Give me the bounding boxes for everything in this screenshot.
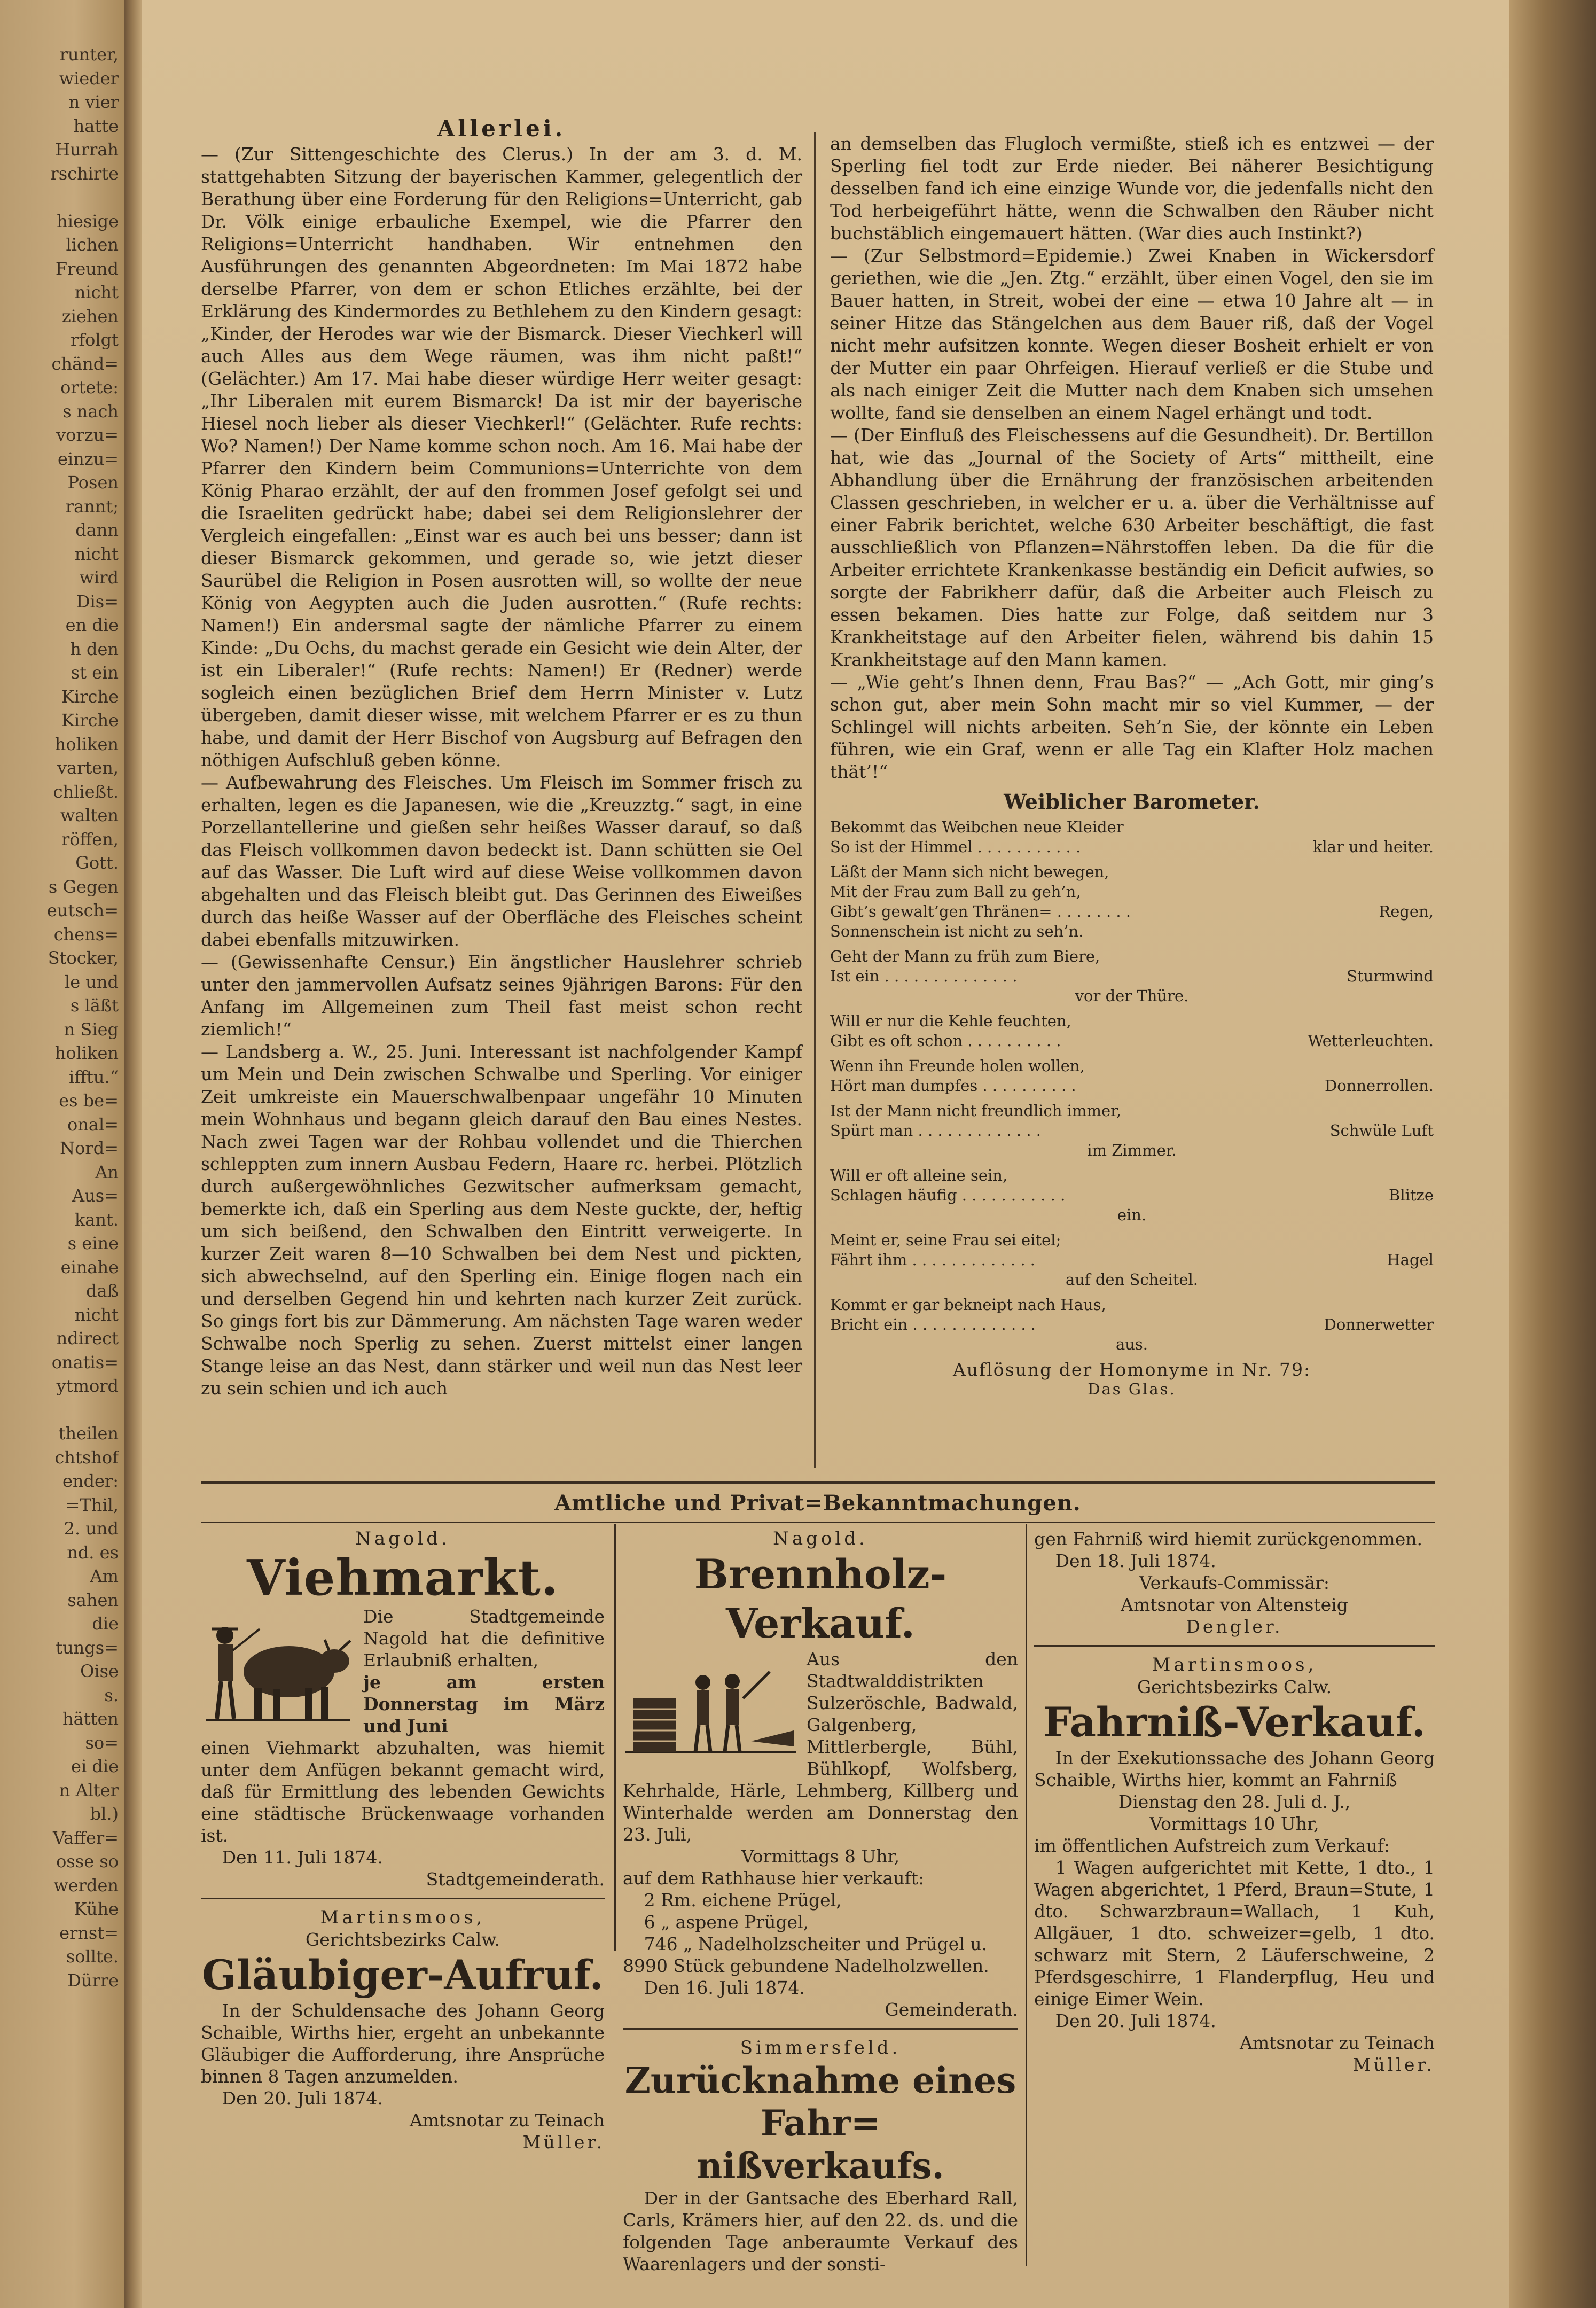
homonym-answer: Das Glas. (1088, 1380, 1176, 1398)
previous-page-line: s läßt (70, 995, 119, 1016)
article-fleischessen: — (Der Einfluß des Fleischessens auf die Gesundheit). Dr. Bertillon hat, wie das „Journal of the Society of Arts“ mittheilt, eine Abhandlung über die Ernährung der französischen arbeitenden Classen geschrieben, in welcher er u. a. über die Verhältnisse auf einer Fabrik berichtet, welche 630 Arbeiter beschäftigt, die fast ausschließlich von Pflanzen=Nährstoffen leben. Da die für die Arbeiter errichtete Krankenkasse beständig ein Deficit aufwies, so sorgte der Fabrikherr dafür, daß die Arbeiter auch Fleisch zu essen bekamen. Dies hatte zur Folge, daß seitdem nur 3 Krankheitstage auf den Arbeiter fielen, während bis dahin 15 Krankheitstage auf den Mann kamen. (830, 425, 1434, 670)
ad-signature: Gemeinderath. (885, 1999, 1018, 2020)
previous-page-line (0, 1398, 119, 1422)
viehmarkt-text-3: einen Viehmarkt abzuhalten, was hiemit unter dem Anfügen bekannt gemacht wird, daß für Ermittlung des lebenden Gewichts eine städtische Brückenwaage vorhanden ist. (201, 1737, 605, 1846)
previous-page-text (0, 43, 119, 1992)
baro-weather: Schwüle Luft (1329, 1121, 1434, 1140)
ad-title: Zurücknahme eines Fahr= (624, 2060, 1016, 2144)
previous-page-line: Kühe (74, 1899, 119, 1919)
article-schwalbe-cont: an demselben das Flugloch vermißte, stieß ich es entzwei — der Sperling fiel todt zur Erde nieder. Bei näherer Besichtigung desselben fand ich eine einzige Wunde vor, die jedenfalls nicht den Tod herbeigeführt hätte, wenn die Schwalben den Räuber nicht buchstäblich eingemauert hätten. (War dies auch Instinkt?) (830, 133, 1434, 244)
previous-page-line: lichen (66, 235, 119, 255)
previous-page-line: Hurrah (55, 139, 119, 160)
article-censur: — (Gewissenhafte Censur.) Ein ängstlicher Hauslehrer schrieb unter den jammervollen Aufsatz seines 9jährigen Barons: Für den Anfang im Allgemeinen zum Theil fast meist schon recht ziemlich!“ (201, 952, 802, 1040)
ad-date: Den 18. Juli 1874. (1055, 1550, 1216, 1571)
barometer-poem (830, 817, 1434, 1399)
previous-page-line: eutsch= (46, 900, 119, 921)
article-schwalbe: — Landsberg a. W., 25. Juni. Interessant ist nachfolgender Kampf um Mein und Dein zwischen Schwalbe und Sperling. Vor einiger Zeit umkreiste ein Mauerschwalbenpaar ungefähr 10 Minuten mein Wohnhaus und begann gleich darauf den Bau eines Nestes. Nach zwei Tagen war der Rohbau vollendet und die Thierchen schleppten zum innern Ausbau Federn, Haare rc. herbei. Plötzlich durch außergewöhnliches Gezwitscher aufmerksam gemacht, bemerkte ich, daß ein Sperling aus dem Neste guckte, der, heftig um sich beißend, den Schwalben den Eintritt verweigerte. In kurzer Zeit waren 8—10 Schwalben bei dem Nest und pickten, sich abwechselnd, auf den Sperling ein. Einige flogen nach ein und derselben Gegend hin und kehrten nach kurzer Zeit zurück. So gings fort bis zur Dämmerung. Am nächsten Tage waren weder Schwalbe noch Sperlig zu sehen. Zuerst mittelst einer langen Stange leise an das Nest, dann stärker und weil nun das Nest leer zu sein schien und ich auch (201, 1041, 802, 1399)
previous-page-line: einzu= (57, 448, 119, 469)
ad-signature: Stadtgemeinderath. (426, 1869, 605, 1890)
previous-page-line: nicht (74, 1304, 119, 1325)
previous-page-line: Dürre (67, 1970, 119, 1991)
fahrniss-time: Vormittags 10 Uhr, (1149, 1813, 1319, 1834)
baro-line: Spürt man . . . . . . . . . . . . . (830, 1121, 1041, 1140)
ad-date: Den 20. Juli 1874. (1055, 2010, 1216, 2031)
baro-line: aus. (1115, 1335, 1148, 1353)
previous-page-line: chänd= (51, 353, 119, 374)
baro-line: Mit der Frau zum Ball zu geh’n, (830, 883, 1081, 901)
ad-separator (623, 2028, 1018, 2030)
previous-page-line: An (95, 1161, 119, 1182)
ad-location-sub: Gerichtsbezirks Calw. (305, 1929, 500, 1950)
previous-page-line: daß (86, 1281, 119, 1301)
ad-signature-name: Dengler. (1186, 1616, 1283, 1637)
ad-location: Nagold. (355, 1528, 450, 1549)
previous-page-line: Am (90, 1566, 119, 1586)
ad-separator (201, 1898, 605, 1899)
previous-page-line: Oise (80, 1661, 119, 1681)
section-rule (201, 1481, 1435, 1484)
previous-page-line: chens= (53, 924, 119, 945)
previous-page-line: tungs= (56, 1637, 119, 1658)
baro-line: Läßt der Mann sich nicht bewegen, (830, 863, 1109, 881)
previous-page-line: Kirche (61, 686, 119, 707)
previous-page-line: ender: (62, 1471, 119, 1491)
baro-line: vor der Thüre. (1075, 987, 1189, 1005)
baro-line: Hört man dumpfes . . . . . . . . . . (830, 1077, 1076, 1095)
baro-line: So ist der Himmel . . . . . . . . . . . (830, 838, 1081, 856)
ad-title: Fahrniß-Verkauf. (1043, 1698, 1426, 1746)
ad-title: Gläubiger-Aufruf. (201, 1951, 604, 1999)
previous-page-line: vorzu= (56, 425, 119, 445)
previous-page-line: Vaffer= (52, 1827, 119, 1848)
previous-page-line: s eine (67, 1233, 119, 1253)
allerlei-column-left (201, 115, 802, 1400)
ad-location-sub: Gerichtsbezirks Calw. (1137, 1677, 1332, 1697)
previous-page-line: h den (70, 638, 119, 659)
previous-page-line: ziehen (61, 306, 119, 326)
brennholz-item: 2 Rm. eichene Prügel, (644, 1890, 842, 1911)
fahrniss-place: im öffentlichen Aufstreich zum Verkauf: (1034, 1835, 1390, 1856)
previous-page-line: ortete: (60, 377, 119, 397)
previous-page-line: die (92, 1613, 119, 1634)
ad-brennholz (623, 1528, 1018, 2275)
previous-page-line: Freund (55, 258, 119, 279)
previous-page-line: einahe (60, 1257, 119, 1277)
ad-location: Martinsmoos, (1152, 1654, 1317, 1675)
previous-page-line: st ein (71, 662, 119, 683)
ad-divider (1026, 1524, 1027, 2266)
previous-page-line: Dis= (76, 591, 119, 612)
previous-page-line: so= (85, 1732, 119, 1753)
baro-line: Will er nur die Kehle feuchten, (830, 1012, 1071, 1030)
fahrniss-list: 1 Wagen aufgerichtet mit Kette, 1 dto., 1 Wagen abgerichtet, 1 Pferd, Braun=Stute, 1 dto. Schwarzbraun=Wallach, 1 Kuh, Allgäuer, 1 dto. schweizer=gelb, 1 dto. schwarz mit Stern, 2 Läuferschweine, 2 Pferdsgeschirre, 1 Flanderpflug, Heu und einige Eimer Wein. (1034, 1857, 1435, 2009)
previous-page-line: en die (65, 615, 119, 635)
baro-line: auf den Scheitel. (1065, 1270, 1199, 1289)
previous-page-line: theilen (58, 1423, 119, 1444)
woodcutters-icon (623, 1650, 799, 1763)
previous-page-line: 2. und (64, 1518, 119, 1539)
cattle-drover-icon (201, 1608, 356, 1730)
baro-weather: Donnerwetter (1324, 1315, 1434, 1334)
previous-page-line: osse so (56, 1851, 119, 1872)
baro-line: Will er oft alleine sein, (830, 1166, 1008, 1184)
baro-line: Kommt er gar bekneipt nach Haus, (830, 1296, 1106, 1314)
previous-page-line: nicht (74, 282, 119, 302)
previous-page-line: dann (75, 520, 119, 540)
previous-page-line: s Gegen (48, 876, 119, 897)
previous-page-line: hatte (73, 115, 119, 136)
baro-line: Bekommt das Weibchen neue Kleider (830, 818, 1124, 836)
baro-line: Sonnenschein ist nicht zu seh’n. (830, 922, 1084, 940)
previous-page-line: es be= (59, 1090, 119, 1111)
glaeubiger-text: In der Schuldensache des Johann Georg Schaible, Wirths hier, ergeht an unbekannte Gläubiger die Aufforderung, ihre Ansprüche binnen 8 Tagen anzumelden. (201, 2000, 605, 2087)
baro-weather: Hagel (1387, 1251, 1434, 1269)
baro-line: Schlagen häufig . . . . . . . . . . . (830, 1186, 1066, 1204)
previous-page-line: le und (64, 971, 119, 992)
ad-signature: Amtsnotar zu Teinach (410, 2110, 605, 2131)
ad-signature-name: Müller. (522, 2132, 605, 2153)
previous-page-line: nd. es (67, 1542, 119, 1563)
previous-page-line: sahen (67, 1589, 119, 1610)
previous-page-line: sollte. (66, 1946, 119, 1967)
previous-page-line: Nord= (60, 1138, 119, 1158)
previous-page-line: rannt; (65, 496, 119, 517)
fahrniss-text: In der Exekutionssache des Johann Georg Schaible, Wirths hier, kommt an Fahrniß (1034, 1748, 1435, 1790)
baro-line: Gibt es oft schon . . . . . . . . . . (830, 1032, 1061, 1050)
previous-page-line: Posen (67, 472, 119, 493)
previous-page-line: runter, (59, 44, 119, 65)
baro-line: Ist ein . . . . . . . . . . . . . . (830, 967, 1018, 985)
article-selbstmord: — (Zur Selbstmord=Epidemie.) Zwei Knaben in Wickersdorf geriethen, wie die „Jen. Ztg.“ erzählt, über einen Vogel, den sie im Bauer hatten, in Streit, wobei der eine — etwa 10 Jahre alt — in seiner Hitze das Stängelchen aus dem Bauer riß, daß der Vogel nicht mehr aufsitzen konnte. Wegen dieser Bosheit erhielt er von der Mutter ein paar Ohrfeigen. Hierauf verließ er die Stube und als nach einiger Zeit die Mutter nach dem Knaben sich umsehen wollte, fand sie denselben an einem Nagel erhängt und todt. (830, 245, 1434, 423)
allerlei-column-right (830, 132, 1434, 1399)
brennholz-item: 8990 Stück gebundene Nadelholzwellen. (623, 1955, 989, 1976)
ad-location: Simmersfeld. (740, 2037, 901, 2059)
previous-page-line: n Sieg (64, 1019, 119, 1040)
previous-page-line: ifftu.“ (69, 1066, 119, 1087)
kommissaer-label: Verkaufs-Commissär: (1139, 1572, 1330, 1593)
ad-title: Viehmarkt. (247, 1549, 559, 1607)
previous-page-line: Kirche (61, 710, 119, 730)
previous-page-line: rschirte (50, 163, 119, 184)
page-edge (1509, 0, 1596, 2308)
article-clerus: — (Zur Sittengeschichte des Clerus.) In der am 3. d. M. stattgehabten Sitzung der bayerischen Kammer, gelegentlich der Berathung über eine Forderung für den Religions=Unterricht, gab Dr. Völk einige erbauliche Exempel, wie die Pfarrer den Religions=Unterricht handhaben. Wir entnehmen den Ausführungen des genannten Abgeordneten: Im Mai 1872 habe derselbe Pfarrer, von dem er schon Etliches erzählte, bei der Erklärung des Kindermordes zu Bethlehem zu den Kindern gesagt: „Kinder, der Herodes war wie der Bismarck. Dieser Viechkerl will auch Alles aus dem Wege räumen, was ihm nicht paßt!“ (Gelächter.) Am 17. Mai habe dieser würdige Herr weiter gesagt: „Ihr Liberalen mit eurem Bismarck! Da ist mir der bayerische Hiesel noch lieber als dieser Viechkerl!“ (Gelächter. Rufe rechts: Wo? Namen!) Der Name komme schon noch. Am 16. Mai habe der Pfarrer den Kindern beim Communions=Unterrichte von dem König Pharao erzählt, der auf den frommen Josef gefolgt sei und die Israeliten gedrückt habe; dabei sei dem Religionslehrer der Vergleich eingefallen: „Einst war es auch bei uns besser; dann ist dieser Bismarck gekommen, und gerade so, wie jetzt dieser Saurübel die Religion in Posen ausrotten will, so wollte der neue König von Aegypten auch die Juden ausrotten.“ (Rufe rechts: Namen!) Ein andersmal sagte der nämliche Pfarrer zu einem Kinde: „Du Ochs, du machst gerade ein Gesicht wie dein Alter, der ist ein Liberaler!“ (Rufe rechts: Namen!) Er (Redner) werde sogleich einen bezüglichen Brief dem Herrn Minister v. Lutz übergeben, damit dieser wisse, mit welchem Pfarrer er es zu thun habe, und damit der Herr Bischof von Augsburg auf Befragen den nöthigen Aufschluß geben könne. (201, 144, 802, 770)
brennholz-place: auf dem Rathhause hier verkauft: (623, 1868, 925, 1889)
ad-date: Den 11. Juli 1874. (222, 1847, 383, 1868)
previous-page-line: bl.) (90, 1804, 119, 1824)
section-rule-thin (201, 1522, 1435, 1523)
allerlei-heading: Allerlei. (437, 115, 566, 142)
previous-page-line: n vier (68, 92, 119, 112)
baro-weather: klar und heiter. (1312, 838, 1434, 856)
ad-title: Brennholz-Verkauf. (694, 1550, 947, 1647)
previous-page-line: walten (60, 805, 119, 825)
homonym-solution: Auflösung der Homonyme in Nr. 79: (952, 1359, 1311, 1380)
previous-page-line: werden (53, 1875, 119, 1896)
viehmarkt-text-2: je am ersten Donnerstag im März und Juni (363, 1672, 605, 1736)
fahrniss-time: Dienstag den 28. Juli d. J., (1118, 1791, 1351, 1812)
baro-line: ein. (1117, 1206, 1147, 1224)
previous-page-line: hiesige (57, 210, 119, 231)
baro-line: Gibt’s gewalt’gen Thränen= . . . . . . . . (830, 902, 1131, 921)
previous-page-line: kant. (74, 1209, 119, 1230)
previous-page-line: chließt. (53, 781, 119, 802)
baro-line: Ist der Mann nicht freundlich immer, (830, 1102, 1122, 1120)
column-divider (814, 132, 816, 1468)
previous-page-line: röffen, (61, 829, 119, 849)
ad-title-cont: nißverkaufs. (697, 2145, 944, 2187)
previous-page-line: varten, (57, 758, 119, 778)
baro-line: Meint er, seine Frau sei eitel; (830, 1231, 1061, 1249)
brennholz-item: 6 „ aspene Prügel, (644, 1912, 809, 1932)
ad-divider (614, 1524, 616, 1951)
ad-location: Martinsmoos, (320, 1907, 486, 1928)
previous-page-line: rfolgt (71, 330, 119, 350)
baro-weather: Donnerrollen. (1324, 1077, 1434, 1095)
previous-page-strip (0, 0, 124, 2308)
brennholz-time: Vormittags 8 Uhr, (741, 1846, 900, 1867)
previous-page-line: ernst= (59, 1922, 119, 1943)
brennholz-text: Aus den Stadtwalddistrikten Sulzeröschle, Badwald, Galgenberg, Mittlerbergle, Bühl, Bühlkopf, Wolfsberg, Kehrhalde, Härle, Lehmberg, Killberg und Winterhalde werden am Donnerstag den 23. Juli, (623, 1649, 1018, 1845)
ad-separator (1034, 1645, 1435, 1647)
ad-signature: Amtsnotar von Altensteig (1121, 1594, 1348, 1615)
baro-weather: Sturmwind (1347, 967, 1434, 985)
previous-page-line: onatis= (51, 1352, 119, 1373)
baro-line: Bricht ein . . . . . . . . . . . . . (830, 1315, 1036, 1334)
fahrniss-intro: gen Fahrniß wird hiemit zurückgenommen. (1034, 1529, 1422, 1549)
previous-page-line: wieder (59, 68, 119, 89)
previous-page-line: Gott. (75, 853, 119, 873)
previous-page-line: nicht (74, 543, 119, 564)
ad-date: Den 16. Juli 1874. (644, 1977, 805, 1998)
ad-fahrniss (1034, 1528, 1435, 2076)
baro-line: Fährt ihm . . . . . . . . . . . . . (830, 1251, 1035, 1269)
article-fleisch: — Aufbewahrung des Fleisches. Um Fleisch im Sommer frisch zu erhalten, legen es die Japanesen, wie die „Kreuzztg.“ sagt, in eine Porzellantellerine und gießen sehr heißes Wasser darauf, so daß das Fleisch vollkommen davon bedeckt ist. Dann schütten sie Oel auf das Wasser. Die Luft wird auf diese Weise vollkommen davon abgehalten und das Fleisch bleibt gut. Das Gerinnen des Eiweißes durch das heiße Wasser auf der Oberfläche des Fleisches scheint dabei ebenfalls mitzuwirken. (201, 772, 802, 950)
baro-line: im Zimmer. (1087, 1141, 1177, 1159)
baro-line: Geht der Mann zu früh zum Biere, (830, 947, 1100, 965)
ad-signature-name: Müller. (1352, 2054, 1435, 2075)
amtliche-heading: Amtliche und Privat=Bekanntmachungen. (554, 1491, 1081, 1516)
baro-weather: Blitze (1389, 1186, 1434, 1204)
previous-page-line: hätten (62, 1709, 119, 1729)
previous-page-line: =Thil, (65, 1494, 119, 1515)
baro-weather: Regen, (1379, 902, 1434, 921)
previous-page-line: holiken (54, 1043, 119, 1063)
previous-page-line: Aus= (72, 1186, 119, 1206)
ad-signature: Amtsnotar zu Teinach (1240, 2032, 1435, 2053)
ad-date: Den 20. Juli 1874. (222, 2088, 383, 2109)
previous-page-line: ytmord (56, 1376, 119, 1396)
baro-weather: Wetterleuchten. (1308, 1032, 1434, 1050)
previous-page-line: ei die (71, 1756, 119, 1776)
viehmarkt-text-1: Die Stadtgemeinde Nagold hat die definitive Erlaubniß erhalten, (363, 1606, 605, 1671)
baro-line: Wenn ihn Freunde holen wollen, (830, 1057, 1085, 1075)
previous-page-line: s. (104, 1685, 119, 1705)
ad-viehmarkt (201, 1528, 605, 2153)
previous-page-line (0, 185, 119, 209)
previous-page-line: onal= (67, 1114, 119, 1135)
zuruecknahme-text: Der in der Gantsache des Eberhard Rall, Carls, Krämers hier, auf den 22. ds. und die folgenden Tage anberaumte Verkauf des Waarenlagers und der sonsti- (623, 2188, 1018, 2274)
barometer-title: Weiblicher Barometer. (1004, 790, 1260, 814)
ad-location: Nagold. (773, 1528, 868, 1549)
book-gutter (124, 0, 142, 2308)
previous-page-line: ndirect (56, 1328, 119, 1348)
previous-page-line: holiken (54, 734, 119, 754)
previous-page-line: n Alter (59, 1780, 119, 1800)
previous-page-line: s nach (62, 401, 119, 422)
previous-page-line: wird (79, 567, 119, 588)
previous-page-line: Stocker, (48, 948, 119, 968)
previous-page-line: chtshof (54, 1447, 119, 1468)
brennholz-item: 746 „ Nadelholzscheiter und Prügel u. (644, 1933, 988, 1954)
article-frau-bas: — „Wie geht’s Ihnen denn, Frau Bas?“ — „Ach Gott, mir ging’s schon gut, aber mein Sohn macht mir so viel Kummer, — der Schlingel will nichts arbeiten. Seh’n Sie, der könnte ein Leben führen, wie ein Graf, wenn er alle Tag ein Klafter Holz machen thät’!“ (830, 672, 1434, 782)
